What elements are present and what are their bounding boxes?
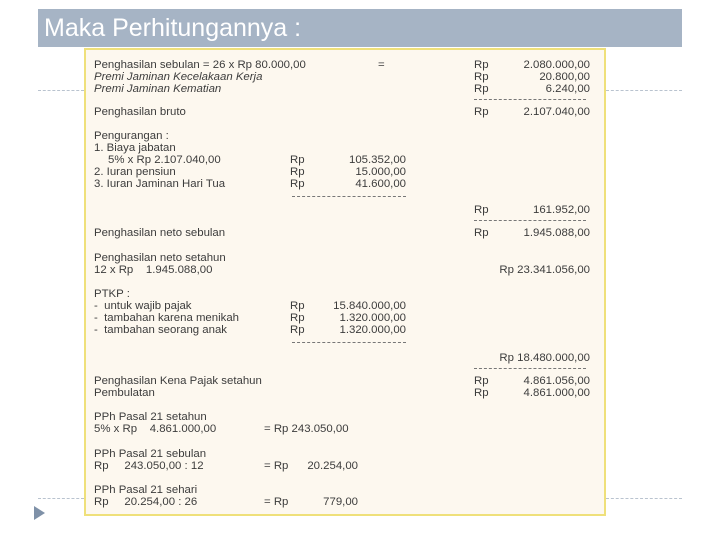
value-premium-accident: 20.800,00: [539, 71, 590, 83]
value-total-deductions: 161.952,00: [532, 204, 590, 216]
value-gross-income: 2.107.040,00: [523, 106, 590, 118]
line-ptkp-taxpayer: - untuk wajib pajak: [94, 300, 192, 312]
rp-label: Rp: [290, 300, 305, 312]
line-pension: 2. Iuran pensiun: [94, 166, 176, 178]
line-pph-yearly-calc: 5% x Rp 4.861.000,00: [94, 423, 217, 435]
line-pph-daily-calc: Rp 20.254,00 : 26: [94, 496, 198, 508]
line-pph-monthly: PPh Pasal 21 sebulan: [94, 448, 207, 460]
slide-title: Maka Perhitungannya :: [44, 14, 302, 42]
rp-label: Rp: [290, 324, 305, 336]
line-pph-yearly: PPh Pasal 21 setahun: [94, 411, 207, 423]
value-premium-death: 6.240,00: [545, 83, 590, 95]
tax-calculation-document: [84, 48, 606, 516]
value-ptkp-total: Rp 18.480.000,00: [499, 352, 590, 364]
separator: [474, 220, 586, 221]
rp-label: Rp: [290, 312, 305, 324]
rp-label: Rp: [474, 71, 489, 83]
value-ptkp-taxpayer: 15.840.000,00: [333, 300, 406, 312]
rp-label: Rp: [474, 387, 489, 399]
value-taxable-income: 4.861.056,00: [523, 375, 590, 387]
value-pph-yearly: = Rp 243.050,00: [264, 423, 349, 435]
separator: [474, 99, 586, 100]
value-pension: 15.000,00: [355, 166, 406, 178]
line-net-yearly-calc: 12 x Rp 1.945.088,00: [94, 264, 213, 276]
rp-label: Rp: [474, 59, 489, 71]
eq-rp: = Rp: [264, 496, 289, 508]
rp-label: Rp: [474, 83, 489, 95]
rp-label: Rp: [474, 227, 489, 239]
rp-label: Rp: [290, 154, 305, 166]
rp-label: Rp: [290, 166, 305, 178]
line-pph-daily: PPh Pasal 21 sehari: [94, 484, 198, 496]
heading-ptkp: PTKP :: [94, 288, 130, 300]
rp-label: Rp: [474, 375, 489, 387]
value-old-age-security: 41.600,00: [355, 178, 406, 190]
heading-deductions: Pengurangan :: [94, 130, 169, 142]
line-income-monthly: Penghasilan sebulan = 26 x Rp 80.000,00: [94, 59, 306, 71]
slide-title-bar: [38, 9, 682, 47]
separator: [474, 368, 586, 369]
separator: [292, 342, 406, 343]
eq-rp: = Rp: [264, 460, 289, 472]
value-position-cost: 105.352,00: [348, 154, 406, 166]
line-pph-monthly-calc: Rp 243.050,00 : 12: [94, 460, 204, 472]
line-taxable-income: Penghasilan Kena Pajak setahun: [94, 375, 262, 387]
line-ptkp-child: - tambahan seorang anak: [94, 324, 227, 336]
value-pph-daily: 779,00: [323, 496, 358, 508]
line-position-cost-calc: 5% x Rp 2.107.040,00: [108, 154, 221, 166]
value-net-monthly: 1.945.088,00: [523, 227, 590, 239]
line-net-yearly: Penghasilan neto setahun: [94, 252, 226, 264]
value-pph-monthly: 20.254,00: [307, 460, 358, 472]
value-ptkp-married: 1.320.000,00: [339, 312, 406, 324]
bullet-arrow-icon: [34, 506, 45, 520]
value-income-monthly: 2.080.000,00: [523, 59, 590, 71]
guide-line-top-left: [38, 90, 84, 91]
guide-line-bottom-right: [606, 498, 682, 499]
line-position-cost: 1. Biaya jabatan: [94, 142, 176, 154]
line-ptkp-married: - tambahan karena menikah: [94, 312, 239, 324]
value-rounding: 4.861.000,00: [523, 387, 590, 399]
rp-label: Rp: [474, 204, 489, 216]
rp-label: Rp: [474, 106, 489, 118]
guide-line-bottom-left: [38, 498, 84, 499]
line-old-age-security: 3. Iuran Jaminan Hari Tua: [94, 178, 226, 190]
value-ptkp-child: 1.320.000,00: [339, 324, 406, 336]
rp-label: Rp: [290, 178, 305, 190]
line-premium-death: Premi Jaminan Kematian: [94, 83, 222, 95]
guide-line-top-right: [606, 90, 682, 91]
line-premium-accident: Premi Jaminan Kecelakaan Kerja: [94, 71, 263, 83]
line-income-eq: =: [378, 59, 385, 71]
line-gross-income: Penghasilan bruto: [94, 106, 186, 118]
separator: [292, 196, 406, 197]
line-net-monthly: Penghasilan neto sebulan: [94, 227, 226, 239]
line-rounding: Pembulatan: [94, 387, 155, 399]
value-net-yearly: Rp 23.341.056,00: [499, 264, 590, 276]
